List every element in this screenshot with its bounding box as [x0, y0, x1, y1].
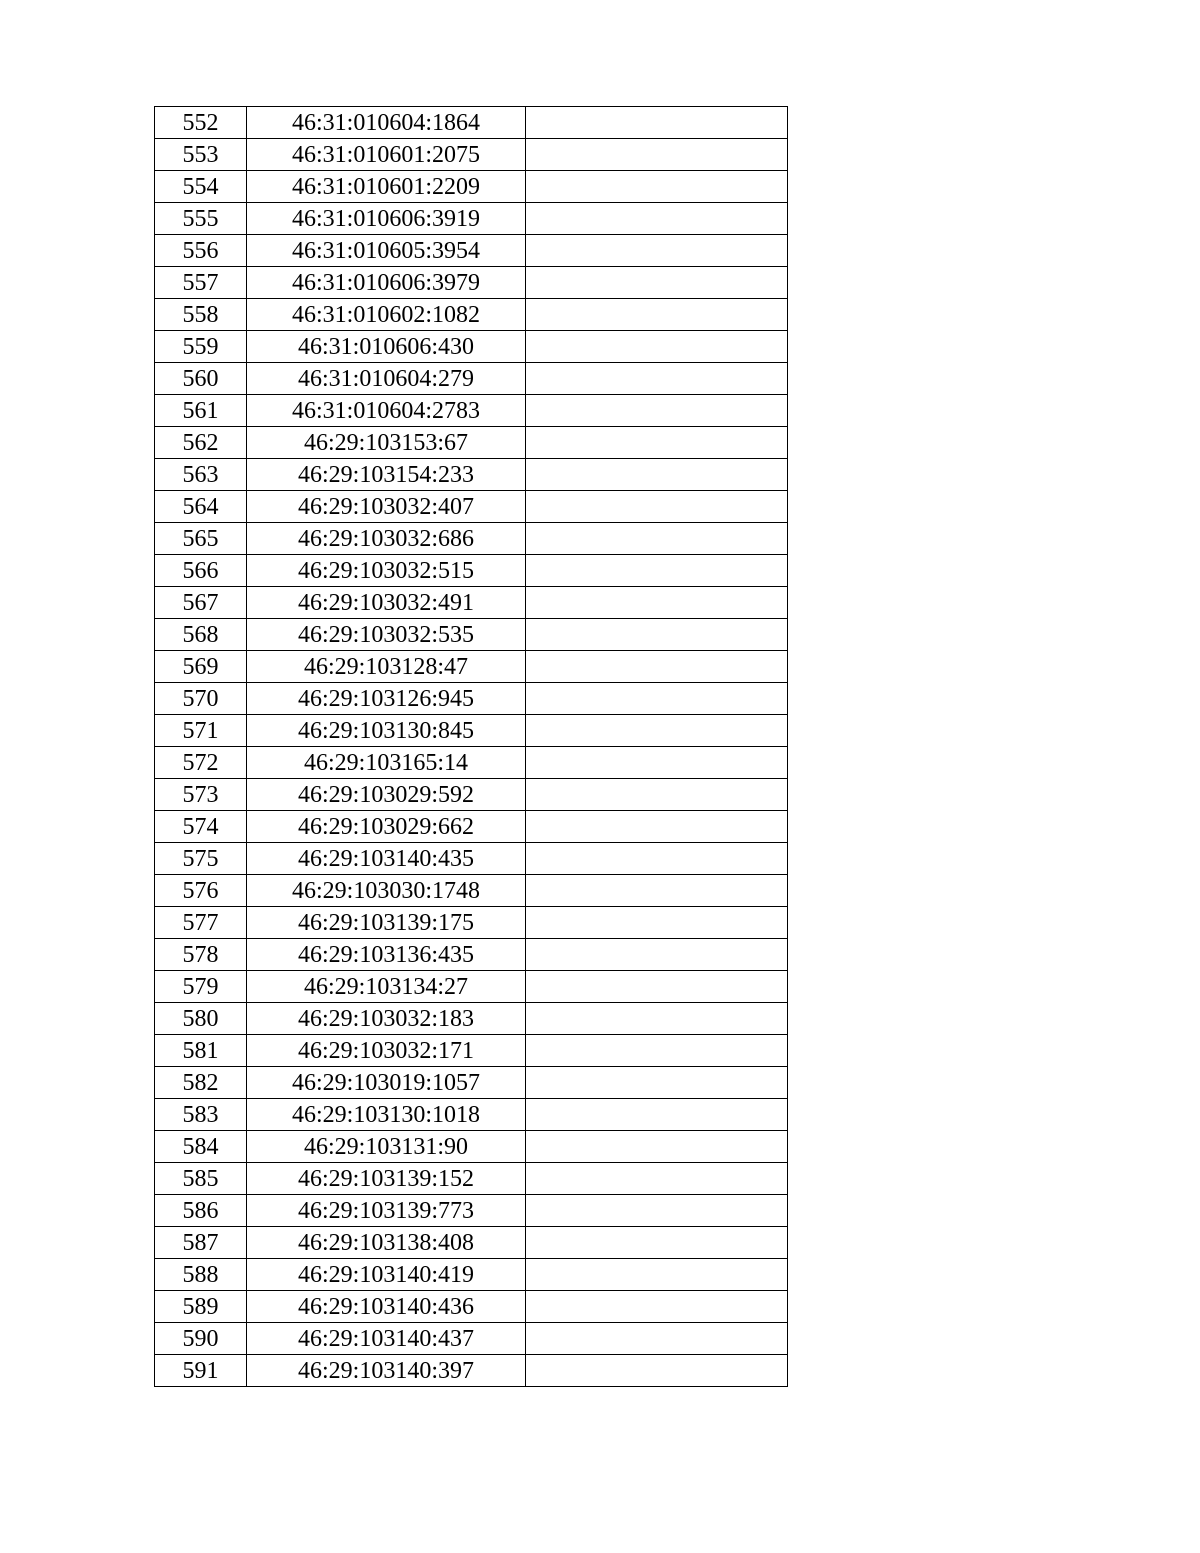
- empty-cell: [526, 651, 788, 683]
- row-number-cell: 588: [155, 1259, 247, 1291]
- cadastral-number-cell: 46:31:010604:2783: [247, 395, 526, 427]
- empty-cell: [526, 523, 788, 555]
- table-row: [155, 843, 788, 875]
- table-row: [155, 395, 788, 427]
- table-row: [155, 1131, 788, 1163]
- row-number-cell: 560: [155, 363, 247, 395]
- row-number-cell: 582: [155, 1067, 247, 1099]
- cadastral-number-cell: 46:29:103032:407: [247, 491, 526, 523]
- cadastral-table: [154, 106, 788, 1387]
- table-row: [155, 459, 788, 491]
- cadastral-number-cell: 46:29:103134:27: [247, 971, 526, 1003]
- empty-cell: [526, 107, 788, 139]
- table-row: [155, 1195, 788, 1227]
- cadastral-number-cell: 46:29:103140:419: [247, 1259, 526, 1291]
- empty-cell: [526, 1035, 788, 1067]
- row-number-cell: 589: [155, 1291, 247, 1323]
- table-row: [155, 1099, 788, 1131]
- table-row: [155, 747, 788, 779]
- cadastral-number-cell: 46:29:103140:435: [247, 843, 526, 875]
- cadastral-number-cell: 46:29:103138:408: [247, 1227, 526, 1259]
- empty-cell: [526, 875, 788, 907]
- cadastral-number-cell: 46:29:103126:945: [247, 683, 526, 715]
- cadastral-number-cell: 46:29:103128:47: [247, 651, 526, 683]
- row-number-cell: 559: [155, 331, 247, 363]
- row-number-cell: 570: [155, 683, 247, 715]
- cadastral-number-cell: 46:29:103139:152: [247, 1163, 526, 1195]
- cadastral-number-cell: 46:31:010606:3979: [247, 267, 526, 299]
- table-row: [155, 299, 788, 331]
- empty-cell: [526, 907, 788, 939]
- empty-cell: [526, 1131, 788, 1163]
- table-row: [155, 939, 788, 971]
- table-row: [155, 523, 788, 555]
- empty-cell: [526, 1195, 788, 1227]
- cadastral-number-cell: 46:31:010605:3954: [247, 235, 526, 267]
- table-row: [155, 363, 788, 395]
- empty-cell: [526, 331, 788, 363]
- table-row: [155, 587, 788, 619]
- cadastral-number-cell: 46:29:103140:397: [247, 1355, 526, 1387]
- row-number-cell: 581: [155, 1035, 247, 1067]
- row-number-cell: 573: [155, 779, 247, 811]
- empty-cell: [526, 587, 788, 619]
- row-number-cell: 574: [155, 811, 247, 843]
- table-row: [155, 1259, 788, 1291]
- empty-cell: [526, 299, 788, 331]
- cadastral-number-cell: 46:29:103032:491: [247, 587, 526, 619]
- cadastral-number-cell: 46:29:103139:773: [247, 1195, 526, 1227]
- row-number-cell: 552: [155, 107, 247, 139]
- row-number-cell: 591: [155, 1355, 247, 1387]
- cadastral-number-cell: 46:29:103032:171: [247, 1035, 526, 1067]
- cadastral-number-cell: 46:29:103140:436: [247, 1291, 526, 1323]
- table-row: [155, 491, 788, 523]
- empty-cell: [526, 1355, 788, 1387]
- empty-cell: [526, 203, 788, 235]
- table-row: [155, 1067, 788, 1099]
- cadastral-number-cell: 46:31:010606:3919: [247, 203, 526, 235]
- table-row: [155, 203, 788, 235]
- row-number-cell: 568: [155, 619, 247, 651]
- empty-cell: [526, 235, 788, 267]
- table-row: [155, 267, 788, 299]
- row-number-cell: 579: [155, 971, 247, 1003]
- row-number-cell: 566: [155, 555, 247, 587]
- table-row: [155, 171, 788, 203]
- table-row: [155, 907, 788, 939]
- empty-cell: [526, 1163, 788, 1195]
- table-row: [155, 1323, 788, 1355]
- empty-cell: [526, 1099, 788, 1131]
- row-number-cell: 562: [155, 427, 247, 459]
- row-number-cell: 580: [155, 1003, 247, 1035]
- row-number-cell: 572: [155, 747, 247, 779]
- empty-cell: [526, 395, 788, 427]
- empty-cell: [526, 1003, 788, 1035]
- cadastral-number-cell: 46:29:103029:592: [247, 779, 526, 811]
- cadastral-number-cell: 46:29:103032:183: [247, 1003, 526, 1035]
- empty-cell: [526, 619, 788, 651]
- row-number-cell: 557: [155, 267, 247, 299]
- cadastral-number-cell: 46:29:103030:1748: [247, 875, 526, 907]
- row-number-cell: 563: [155, 459, 247, 491]
- cadastral-number-cell: 46:29:103019:1057: [247, 1067, 526, 1099]
- table-row: [155, 1291, 788, 1323]
- cadastral-number-cell: 46:31:010602:1082: [247, 299, 526, 331]
- empty-cell: [526, 811, 788, 843]
- empty-cell: [526, 1259, 788, 1291]
- table-row: [155, 235, 788, 267]
- row-number-cell: 567: [155, 587, 247, 619]
- empty-cell: [526, 491, 788, 523]
- row-number-cell: 584: [155, 1131, 247, 1163]
- table-row: [155, 331, 788, 363]
- cadastral-number-cell: 46:31:010601:2209: [247, 171, 526, 203]
- table-row: [155, 1003, 788, 1035]
- table-row: [155, 427, 788, 459]
- row-number-cell: 558: [155, 299, 247, 331]
- row-number-cell: 590: [155, 1323, 247, 1355]
- table-row: [155, 1355, 788, 1387]
- row-number-cell: 555: [155, 203, 247, 235]
- table-row: [155, 779, 788, 811]
- table-row: [155, 107, 788, 139]
- cadastral-number-cell: 46:29:103130:1018: [247, 1099, 526, 1131]
- table-row: [155, 651, 788, 683]
- empty-cell: [526, 267, 788, 299]
- empty-cell: [526, 1227, 788, 1259]
- cadastral-number-cell: 46:29:103032:686: [247, 523, 526, 555]
- row-number-cell: 553: [155, 139, 247, 171]
- empty-cell: [526, 971, 788, 1003]
- cadastral-number-cell: 46:29:103140:437: [247, 1323, 526, 1355]
- row-number-cell: 569: [155, 651, 247, 683]
- table-row: [155, 1227, 788, 1259]
- table-row: [155, 555, 788, 587]
- row-number-cell: 587: [155, 1227, 247, 1259]
- row-number-cell: 561: [155, 395, 247, 427]
- cadastral-number-cell: 46:29:103154:233: [247, 459, 526, 491]
- empty-cell: [526, 843, 788, 875]
- empty-cell: [526, 1291, 788, 1323]
- empty-cell: [526, 171, 788, 203]
- empty-cell: [526, 555, 788, 587]
- row-number-cell: 576: [155, 875, 247, 907]
- cadastral-table-body: [155, 107, 788, 1387]
- cadastral-number-cell: 46:31:010606:430: [247, 331, 526, 363]
- cadastral-number-cell: 46:29:103130:845: [247, 715, 526, 747]
- cadastral-number-cell: 46:29:103029:662: [247, 811, 526, 843]
- empty-cell: [526, 1067, 788, 1099]
- row-number-cell: 565: [155, 523, 247, 555]
- cadastral-number-cell: 46:29:103139:175: [247, 907, 526, 939]
- empty-cell: [526, 1323, 788, 1355]
- empty-cell: [526, 747, 788, 779]
- cadastral-number-cell: 46:29:103131:90: [247, 1131, 526, 1163]
- empty-cell: [526, 363, 788, 395]
- empty-cell: [526, 715, 788, 747]
- row-number-cell: 556: [155, 235, 247, 267]
- empty-cell: [526, 139, 788, 171]
- table-row: [155, 875, 788, 907]
- cadastral-number-cell: 46:31:010604:279: [247, 363, 526, 395]
- empty-cell: [526, 459, 788, 491]
- cadastral-number-cell: 46:29:103165:14: [247, 747, 526, 779]
- row-number-cell: 554: [155, 171, 247, 203]
- cadastral-number-cell: 46:29:103032:515: [247, 555, 526, 587]
- cadastral-number-cell: 46:29:103153:67: [247, 427, 526, 459]
- cadastral-number-cell: 46:29:103032:535: [247, 619, 526, 651]
- row-number-cell: 571: [155, 715, 247, 747]
- table-row: [155, 971, 788, 1003]
- cadastral-number-cell: 46:31:010601:2075: [247, 139, 526, 171]
- table-row: [155, 1163, 788, 1195]
- table-row: [155, 139, 788, 171]
- table-row: [155, 811, 788, 843]
- empty-cell: [526, 939, 788, 971]
- row-number-cell: 564: [155, 491, 247, 523]
- table-row: [155, 683, 788, 715]
- row-number-cell: 585: [155, 1163, 247, 1195]
- row-number-cell: 586: [155, 1195, 247, 1227]
- table-row: [155, 1035, 788, 1067]
- row-number-cell: 575: [155, 843, 247, 875]
- cadastral-number-cell: 46:31:010604:1864: [247, 107, 526, 139]
- empty-cell: [526, 427, 788, 459]
- empty-cell: [526, 683, 788, 715]
- table-row: [155, 715, 788, 747]
- row-number-cell: 583: [155, 1099, 247, 1131]
- table-row: [155, 619, 788, 651]
- row-number-cell: 578: [155, 939, 247, 971]
- cadastral-number-cell: 46:29:103136:435: [247, 939, 526, 971]
- empty-cell: [526, 779, 788, 811]
- row-number-cell: 577: [155, 907, 247, 939]
